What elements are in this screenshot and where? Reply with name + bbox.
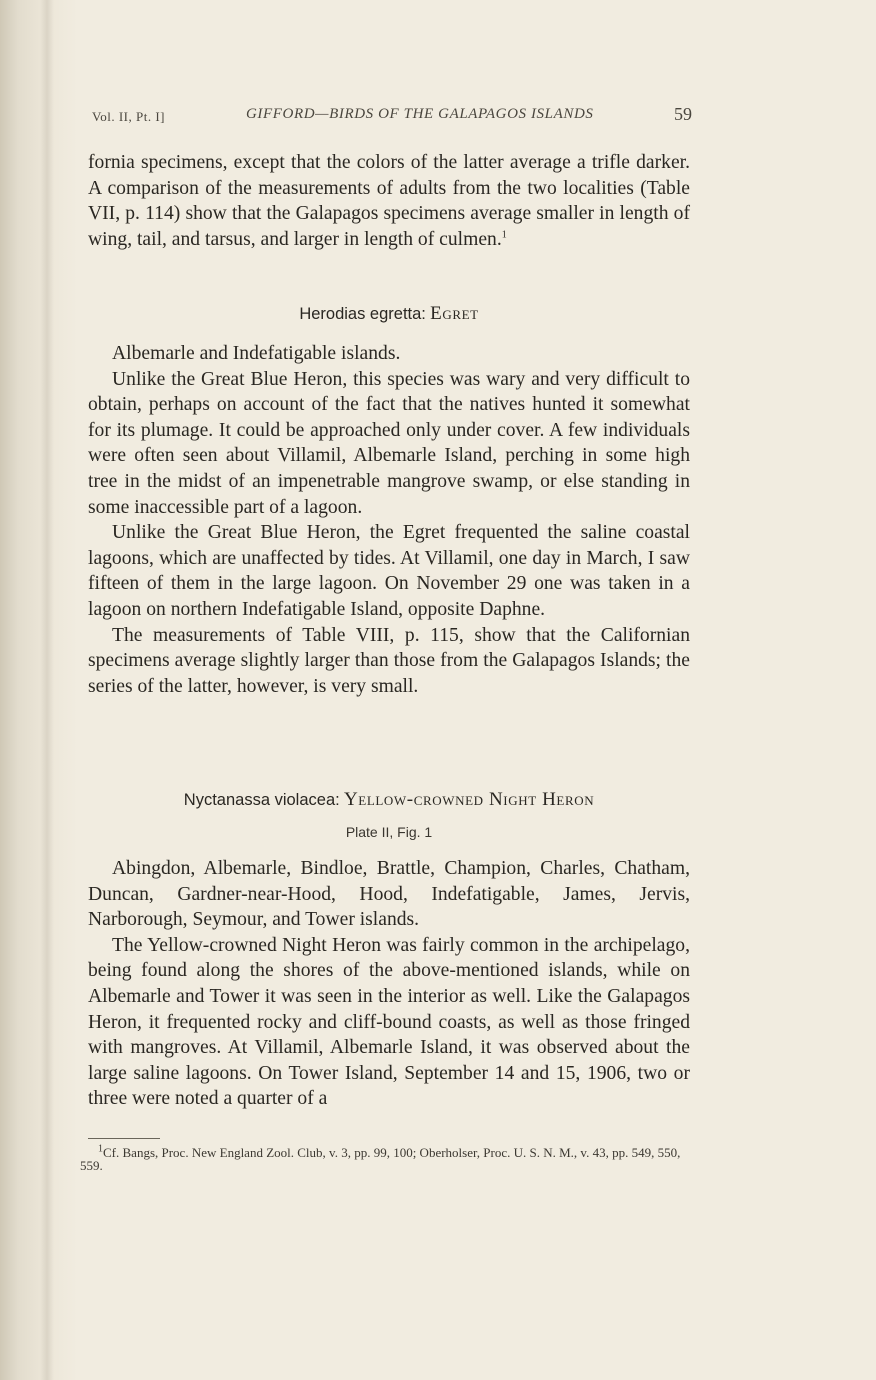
continued-paragraph	[88, 150, 690, 252]
footnote	[80, 1143, 690, 1173]
header-volume: Vol. II, Pt. I]	[92, 109, 165, 124]
paragraph: Albemarle and Indefatigable islands.	[112, 343, 401, 364]
footnote-rule	[88, 1138, 160, 1139]
footnote-text: $^1$Cf. Bangs, Proc. New England Zool. Club, v. 3, pp. 99, 100; Oberholser, Proc. U. S. N. M., v. 43, pp. 549, 550, 559.	[80, 1143, 681, 1173]
page-number: 59	[674, 104, 692, 124]
species-heading-night-heron	[88, 788, 690, 812]
plate-reference: Plate II, Fig. 1	[345, 824, 433, 840]
running-header	[92, 104, 692, 126]
paragraph: The Yellow-crowned Night Heron was fairly common in the archipelago, being found along the shores of the above-mentioned islands, while on Albemarle and Tower it was seen in the interior as well. Like the Galapagos Heron, it frequented rocky and cliff-bound coasts, as well as those fringed with mangroves. At Villamil, Albemarle Island, it was observed about the large saline lagoons. On Tower Island, September 14 and 15, 1906, two or three were noted a quarter of a	[88, 934, 690, 1110]
footnote-marker: 1	[98, 1143, 103, 1155]
egret-section	[88, 341, 690, 699]
paragraph: Unlike the Great Blue Heron, the Egret frequented the saline coastal lagoons, which are unaffected by tides. At Villamil, one day in March, I saw fifteen of them in the large lagoon. On November 29 one was taken in a lagoon on northern Indefatigable Island, opposite Daphne.	[88, 522, 690, 620]
common-name: Yellow-crowned Night Heron	[343, 789, 595, 810]
footnote-reference: 1	[501, 229, 507, 241]
species-heading-egret	[88, 302, 690, 326]
scientific-name: Nyctanassa violacea:	[183, 791, 340, 809]
header-running-title: GIFFORD—BIRDS OF THE GALAPAGOS ISLANDS	[246, 106, 594, 122]
paragraph: The measurements of Table VIII, p. 115, show that the Californian specimens average slightly larger than those from the Galapagos Islands; the series of the latter, however, is very small.	[88, 624, 690, 697]
page-binding-shadow	[0, 0, 78, 1380]
paragraph: Abingdon, Albemarle, Bindloe, Brattle, Champion, Charles, Chatham, Duncan, Gardner-near-Hood, Hood, Indefatigable, James, Jervis, Narborough, Seymour, and Tower islands.	[88, 858, 690, 931]
common-name: Egret	[430, 303, 479, 324]
page-gutter	[40, 0, 54, 1380]
night-heron-section	[88, 856, 690, 1112]
paragraph: Unlike the Great Blue Heron, this species was wary and very difficult to obtain, perhaps on account of the fact that the natives hunted it somewhat for its plumage. It could be approached only under cover. A few individuals were often seen about Villamil, Albemarle Island, perching in some high tree in the midst of an impenetrable mangrove swamp, or else standing in some inaccessible part of a lagoon.	[88, 368, 690, 518]
paragraph: fornia specimens, except that the colors of the latter average a trifle darker. A comparison of the measurements of adults from the two localities (Table VII, p. 114) show that the Galapagos specimens average smaller in length of wing, tail, and tarsus, and larger in length of culmen.$^1$	[88, 152, 690, 250]
scientific-name: Herodias egretta:	[299, 305, 426, 323]
